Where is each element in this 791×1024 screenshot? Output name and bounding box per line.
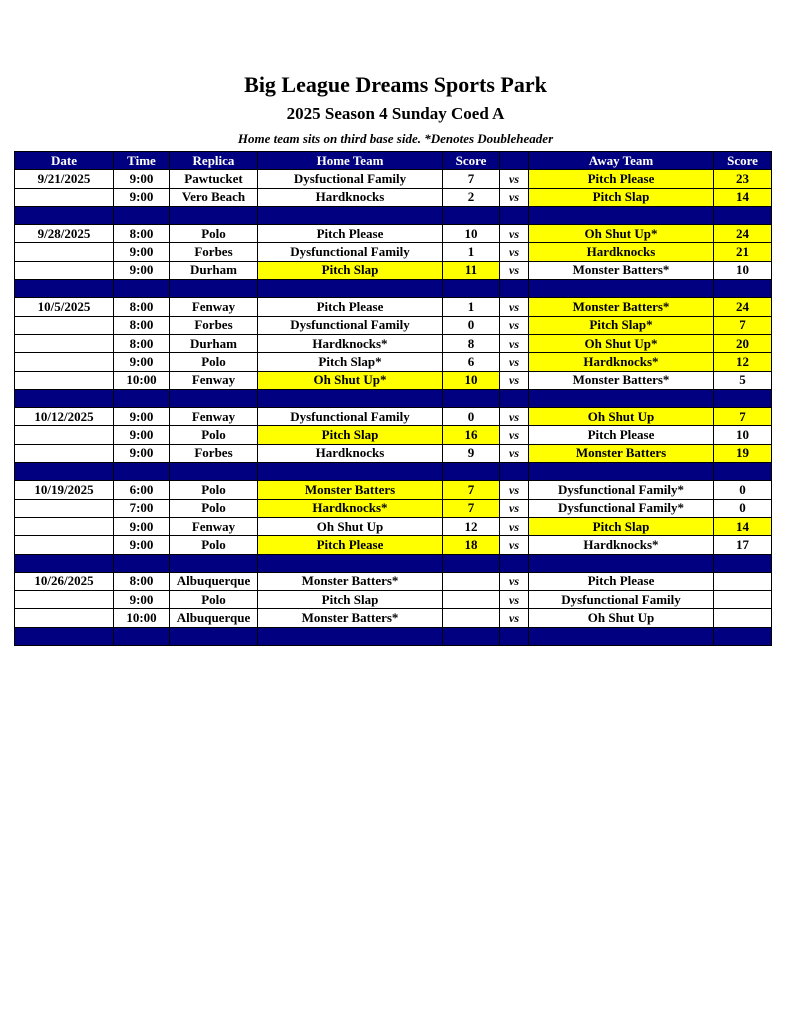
vs-label: vs [500,316,529,334]
game-date [15,316,114,334]
separator-cell [258,463,443,481]
game-date [15,353,114,371]
away-score: 7 [714,316,772,334]
home-team: Hardknocks* [258,334,443,352]
col-away-score: Score [714,152,772,170]
page-subtitle: 2025 Season 4 Sunday Coed A [286,104,505,123]
separator-cell [170,627,258,645]
home-score: 1 [443,298,500,316]
home-team: Pitch Slap* [258,353,443,371]
schedule-header [15,152,772,170]
separator-cell [258,280,443,298]
away-team: Hardknocks* [529,536,714,554]
game-row [15,170,772,188]
schedule-table [14,151,772,646]
away-team: Monster Batters* [529,261,714,279]
game-row [15,572,772,590]
game-time: 9:00 [114,591,170,609]
home-team: Hardknocks [258,444,443,462]
col-replica: Replica [170,152,258,170]
home-score: 11 [443,261,500,279]
away-team: Dysfunctional Family [529,591,714,609]
home-team: Pitch Slap [258,591,443,609]
separator-cell [500,463,529,481]
game-row [15,481,772,499]
game-time: 9:00 [114,170,170,188]
separator-cell [170,206,258,224]
separator-cell [258,627,443,645]
away-team: Oh Shut Up* [529,334,714,352]
game-replica: Polo [170,536,258,554]
home-team: Monster Batters* [258,609,443,627]
game-row [15,408,772,426]
schedule-note: Home team sits on third base side. *Denotes Doubleheader [237,131,554,146]
vs-label: vs [500,609,529,627]
separator-cell [529,554,714,572]
home-team: Oh Shut Up* [258,371,443,389]
vs-label: vs [500,371,529,389]
away-team: Pitch Please [529,572,714,590]
away-team: Oh Shut Up* [529,225,714,243]
separator-cell [15,554,114,572]
col-home-team: Home Team [258,152,443,170]
game-replica: Polo [170,426,258,444]
separator-cell [714,627,772,645]
separator-cell [15,389,114,407]
game-time: 9:00 [114,444,170,462]
game-row [15,609,772,627]
game-replica: Fenway [170,408,258,426]
separator-cell [15,463,114,481]
home-score: 9 [443,444,500,462]
home-team: Pitch Please [258,536,443,554]
separator-cell [114,280,170,298]
game-replica: Forbes [170,243,258,261]
separator-cell [443,280,500,298]
home-score: 2 [443,188,500,206]
separator-cell [714,554,772,572]
separator-cell [258,389,443,407]
game-replica: Polo [170,591,258,609]
away-score: 12 [714,353,772,371]
away-team: Pitch Please [529,170,714,188]
separator-cell [443,554,500,572]
separator-cell [114,627,170,645]
week-separator [15,627,772,645]
vs-label: vs [500,188,529,206]
week-separator [15,554,772,572]
game-replica: Durham [170,334,258,352]
away-team: Monster Batters [529,444,714,462]
away-team: Hardknocks* [529,353,714,371]
separator-cell [170,554,258,572]
vs-label: vs [500,334,529,352]
home-team: Oh Shut Up [258,517,443,535]
game-time: 9:00 [114,261,170,279]
game-time: 9:00 [114,426,170,444]
vs-label: vs [500,426,529,444]
game-replica: Fenway [170,371,258,389]
game-row [15,334,772,352]
separator-cell [500,627,529,645]
game-replica: Polo [170,481,258,499]
separator-cell [529,280,714,298]
separator-cell [170,389,258,407]
header-row [15,152,772,170]
away-score: 10 [714,426,772,444]
game-row [15,243,772,261]
away-score: 0 [714,481,772,499]
separator-cell [714,463,772,481]
game-row [15,499,772,517]
game-row [15,591,772,609]
game-date: 10/26/2025 [15,572,114,590]
game-date: 10/19/2025 [15,481,114,499]
game-replica: Polo [170,499,258,517]
game-replica: Durham [170,261,258,279]
game-date [15,591,114,609]
week-separator [15,463,772,481]
game-date: 10/5/2025 [15,298,114,316]
separator-cell [714,280,772,298]
game-row [15,261,772,279]
page-title: Big League Dreams Sports Park [244,72,547,97]
separator-cell [529,389,714,407]
game-date [15,536,114,554]
schedule-body [15,170,772,646]
home-team: Monster Batters [258,481,443,499]
game-date [15,334,114,352]
game-replica: Pawtucket [170,170,258,188]
home-score: 12 [443,517,500,535]
col-away-team: Away Team [529,152,714,170]
separator-cell [529,206,714,224]
separator-cell [258,206,443,224]
game-time: 8:00 [114,334,170,352]
game-date [15,517,114,535]
separator-cell [443,463,500,481]
away-team: Pitch Slap [529,517,714,535]
home-score [443,572,500,590]
home-score: 7 [443,170,500,188]
home-score: 10 [443,225,500,243]
col-date: Date [15,152,114,170]
week-separator [15,206,772,224]
separator-cell [443,389,500,407]
game-date [15,243,114,261]
home-score: 6 [443,353,500,371]
game-time: 9:00 [114,408,170,426]
vs-label: vs [500,261,529,279]
game-date [15,499,114,517]
separator-cell [114,206,170,224]
home-score [443,609,500,627]
game-time: 8:00 [114,316,170,334]
away-team: Hardknocks [529,243,714,261]
home-score: 0 [443,316,500,334]
week-separator [15,280,772,298]
game-replica: Fenway [170,298,258,316]
game-time: 6:00 [114,481,170,499]
away-score: 23 [714,170,772,188]
separator-cell [170,463,258,481]
game-row [15,353,772,371]
game-time: 7:00 [114,499,170,517]
separator-cell [529,463,714,481]
home-team: Dysfuctional Family [258,170,443,188]
vs-label: vs [500,353,529,371]
game-time: 10:00 [114,371,170,389]
game-replica: Polo [170,225,258,243]
game-time: 10:00 [114,609,170,627]
away-score [714,591,772,609]
vs-label: vs [500,572,529,590]
away-score: 10 [714,261,772,279]
away-team: Dysfunctional Family* [529,499,714,517]
separator-cell [500,389,529,407]
game-time: 8:00 [114,298,170,316]
game-time: 9:00 [114,536,170,554]
separator-cell [258,554,443,572]
separator-cell [15,206,114,224]
home-score: 7 [443,499,500,517]
home-score: 8 [443,334,500,352]
game-date [15,609,114,627]
home-score: 10 [443,371,500,389]
away-team: Pitch Slap [529,188,714,206]
game-row [15,426,772,444]
separator-cell [114,463,170,481]
separator-cell [500,206,529,224]
away-team: Oh Shut Up [529,609,714,627]
game-date: 10/12/2025 [15,408,114,426]
away-score [714,609,772,627]
game-date: 9/21/2025 [15,170,114,188]
vs-label: vs [500,444,529,462]
away-score: 24 [714,225,772,243]
separator-cell [714,206,772,224]
home-team: Dysfunctional Family [258,243,443,261]
vs-label: vs [500,481,529,499]
away-team: Pitch Please [529,426,714,444]
game-date [15,426,114,444]
home-score: 0 [443,408,500,426]
away-team: Pitch Slap* [529,316,714,334]
vs-label: vs [500,499,529,517]
separator-cell [114,554,170,572]
vs-label: vs [500,408,529,426]
home-team: Pitch Please [258,225,443,243]
game-row [15,316,772,334]
vs-label: vs [500,298,529,316]
away-score: 14 [714,188,772,206]
separator-cell [443,627,500,645]
game-replica: Polo [170,353,258,371]
home-team: Pitch Slap [258,426,443,444]
game-replica: Albuquerque [170,572,258,590]
col-vs [500,152,529,170]
home-score: 18 [443,536,500,554]
home-team: Dysfunctional Family [258,316,443,334]
home-team: Pitch Slap [258,261,443,279]
separator-cell [500,280,529,298]
home-team: Pitch Please [258,298,443,316]
away-score: 14 [714,517,772,535]
vs-label: vs [500,243,529,261]
home-team: Hardknocks* [258,499,443,517]
game-replica: Forbes [170,316,258,334]
game-row [15,298,772,316]
separator-cell [114,389,170,407]
vs-label: vs [500,225,529,243]
game-row [15,517,772,535]
away-score: 7 [714,408,772,426]
vs-label: vs [500,170,529,188]
separator-cell [15,627,114,645]
home-score [443,591,500,609]
home-score: 16 [443,426,500,444]
away-score: 19 [714,444,772,462]
separator-cell [500,554,529,572]
game-replica: Fenway [170,517,258,535]
away-team: Dysfunctional Family* [529,481,714,499]
home-score: 7 [443,481,500,499]
game-date: 9/28/2025 [15,225,114,243]
separator-cell [15,280,114,298]
game-date [15,261,114,279]
game-replica: Forbes [170,444,258,462]
game-row [15,536,772,554]
home-team: Monster Batters* [258,572,443,590]
game-time: 9:00 [114,353,170,371]
game-date [15,371,114,389]
vs-label: vs [500,536,529,554]
away-score [714,572,772,590]
separator-cell [443,206,500,224]
home-team: Hardknocks [258,188,443,206]
game-row [15,225,772,243]
game-time: 9:00 [114,243,170,261]
home-team: Dysfunctional Family [258,408,443,426]
away-score: 5 [714,371,772,389]
away-score: 24 [714,298,772,316]
separator-cell [170,280,258,298]
week-separator [15,389,772,407]
away-team: Monster Batters* [529,371,714,389]
away-score: 21 [714,243,772,261]
separator-cell [529,627,714,645]
game-row [15,444,772,462]
game-time: 9:00 [114,517,170,535]
vs-label: vs [500,517,529,535]
col-home-score: Score [443,152,500,170]
game-time: 9:00 [114,188,170,206]
col-time: Time [114,152,170,170]
away-score: 20 [714,334,772,352]
home-score: 1 [443,243,500,261]
game-date [15,188,114,206]
away-team: Oh Shut Up [529,408,714,426]
game-replica: Vero Beach [170,188,258,206]
game-replica: Albuquerque [170,609,258,627]
game-row [15,371,772,389]
game-time: 8:00 [114,225,170,243]
game-row [15,188,772,206]
away-score: 0 [714,499,772,517]
game-time: 8:00 [114,572,170,590]
game-date [15,444,114,462]
away-team: Monster Batters* [529,298,714,316]
vs-label: vs [500,591,529,609]
separator-cell [714,389,772,407]
away-score: 17 [714,536,772,554]
